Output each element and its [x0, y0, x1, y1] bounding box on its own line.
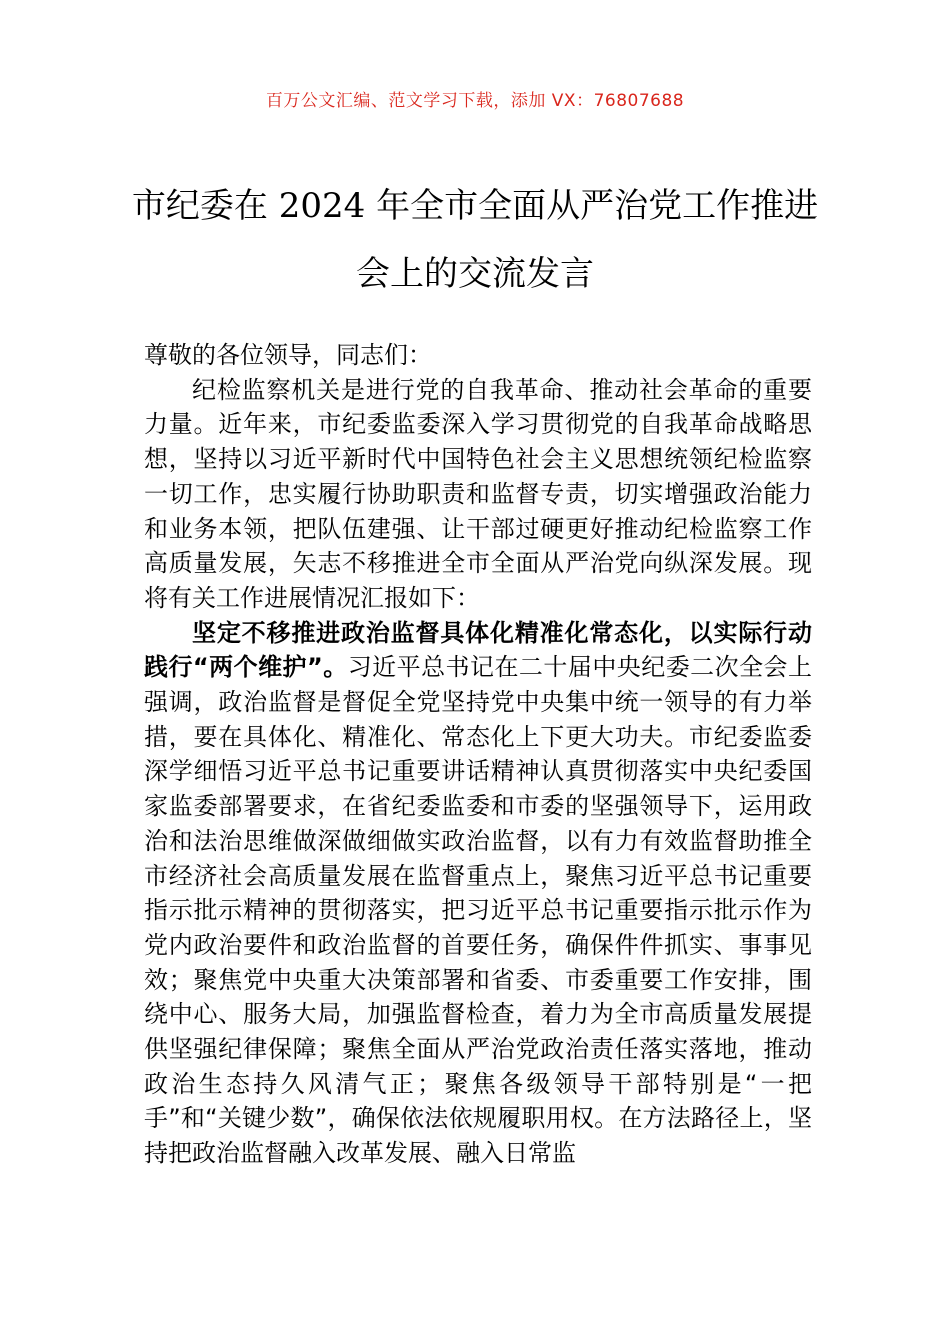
- salutation: 尊敬的各位领导，同志们：: [144, 341, 432, 369]
- document-title: 市纪委在 2024 年全市全面从严治党工作推进会上的交流发言: [131, 186, 819, 294]
- paragraph-2-text: 习近平总书记在二十届中央纪委二次全会上强调，政治监督是督促全党坚持党中央集中统一领导的有力举措，要在具体化、精准化、常态化上下更大功夫。市纪委监委深学细悟习近平总书记重要讲话精神认真贯彻落实中央纪委国家监委部署要求，在省纪委监委和市委的坚强领导下，运用政治和法治思维做深做细做实政治监督，以有力有效监督助推全市经济社会高质量发展在监督重点上，聚焦习近平总书记重要指示批示精神的贯彻落实，把习近平总书记重要指示批示作为党内政治要件和政治监督的首要任务，确保件件抓实、事事见效；聚焦党中央重大决策部署和省委、市委重要工作安排，围绕中心、服务大局，加强监督检查，着力为全市高质量发展提供坚强纪律保障；聚焦全面从严治党政治责任落实落地，推动政治生态持久风清气正；聚焦各级领导干部特别是“一把手”和“关键少数”，确保依法依规履职用权。在方法路径上，坚持把政治监督融入改革发展、融入日常监: [144, 653, 813, 1168]
- document-body: [144, 338, 812, 1171]
- header-note: 百万公文汇编、范文学习下载，添加 VX：76807688: [265, 91, 685, 111]
- paragraph-2-heading: 坚定不移推进政治监督具体化精准化常态化，以实际行动践行“两个维护”。: [144, 618, 812, 682]
- paragraph-1: [144, 373, 812, 616]
- paragraph-1-text: 纪检监察机关是进行党的自我革命、推动社会革命的重要力量。近年来，市纪委监委深入学习贯彻党的自我革命战略思想，坚持以习近平新时代中国特色社会主义思想统领纪检监察一切工作，忠实履行协助职责和监督专责，切实增强政治能力和业务本领，把队伍建强、让干部过硬更好推动纪检监察工作高质量发展，矢志不移推进全市全面从严治党向纵深发展。现将有关工作进展情况汇报如下：: [144, 375, 812, 612]
- paragraph-2: [144, 616, 812, 1171]
